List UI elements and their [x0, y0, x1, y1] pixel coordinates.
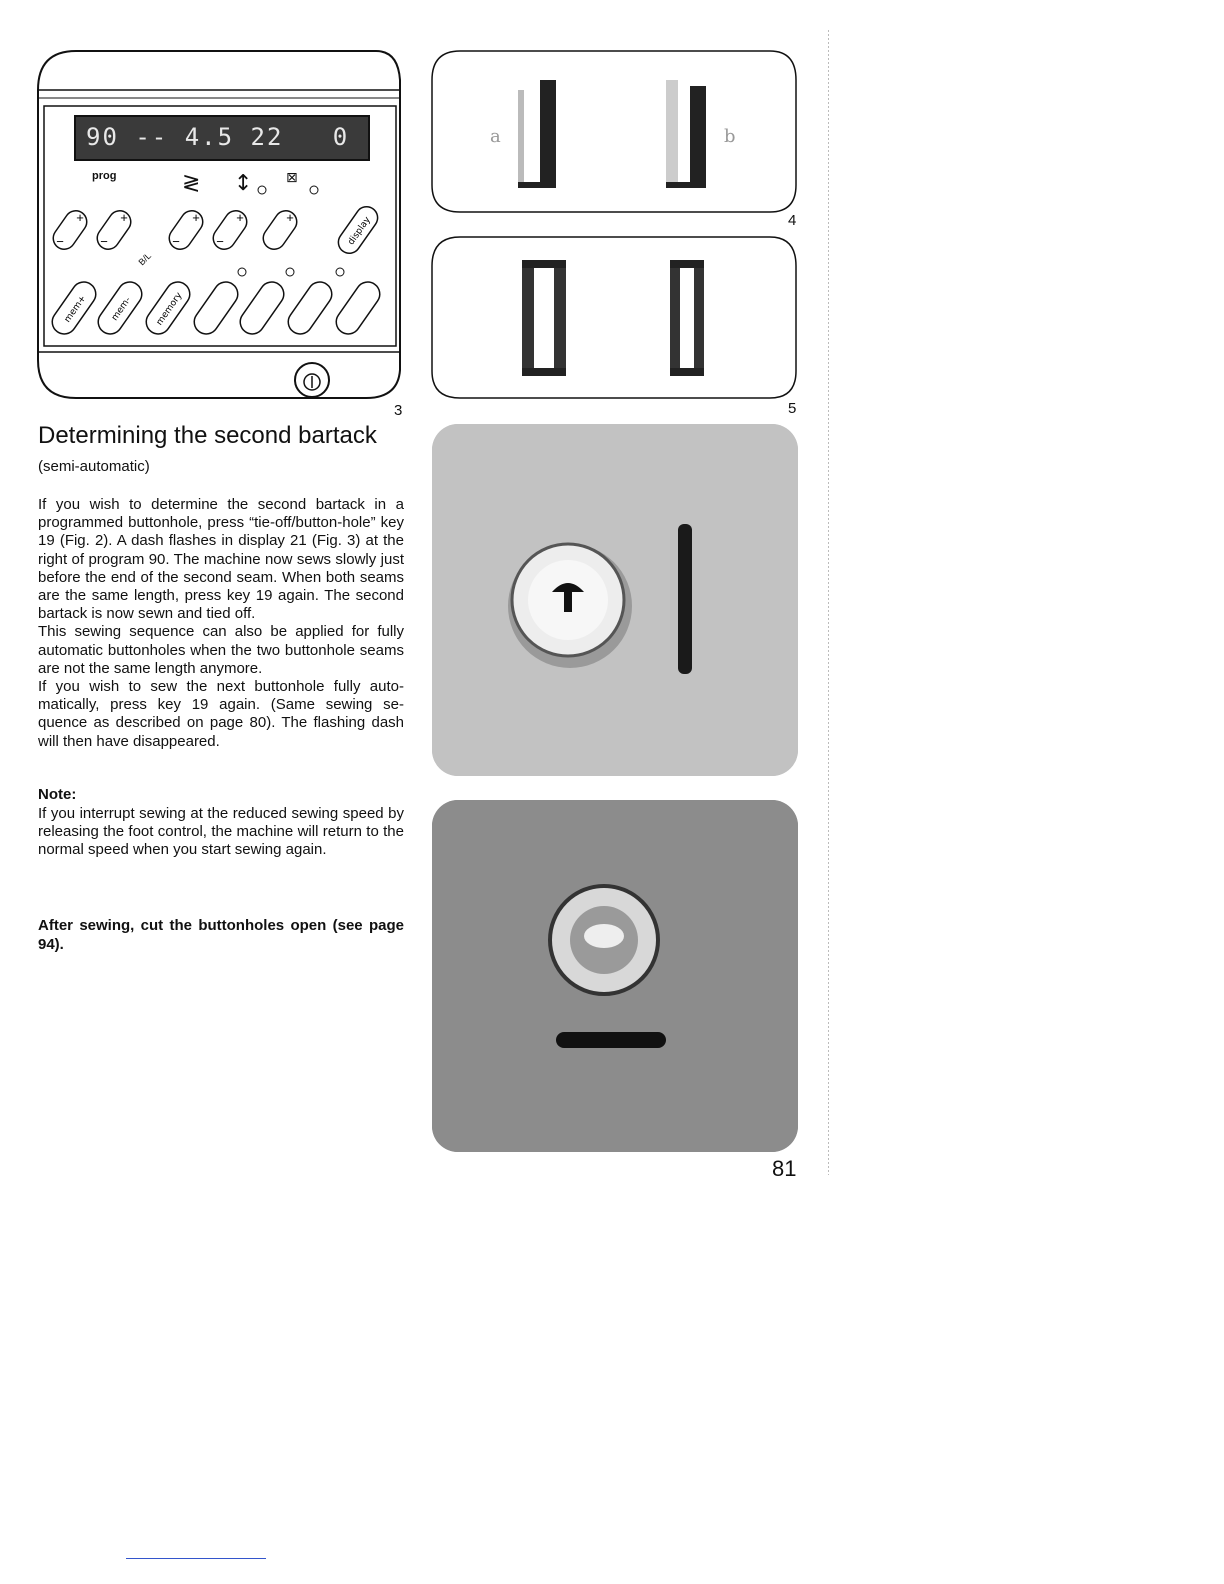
panel-key[interactable]: [142, 277, 195, 338]
panel-key-mark: +: [120, 210, 128, 225]
panel-key-mark: +: [192, 210, 200, 225]
body-text: [38, 496, 404, 751]
note-text: If you interrupt sewing at the reduced sewing speed by releasing the foot control, the machine will return to the normal speed when you start sewing again.: [38, 805, 404, 859]
panel-key-mark: +: [236, 210, 244, 225]
figure-5-frame: [430, 236, 800, 400]
prog-label: prog: [92, 170, 117, 182]
figure-3-control-panel: [36, 50, 404, 419]
svg-text:↕: ↕: [234, 171, 253, 196]
label-b: b: [724, 126, 736, 147]
figure-4-stitch-comparison: [430, 50, 800, 229]
svg-text:⊠: ⊠: [286, 170, 298, 186]
panel-key-mark: +: [286, 210, 294, 225]
paragraph: If you wish to determine the second bartack in a programmed buttonhole, press “tie-off/button-hole” key 19 (Fig. 2). A dash flashes in display 21 (Fig. 3) at the right of program 90. The machine now sews slowly just before the end of the second seam. When both seams are the same length, press key 19 again. The second bartack is now sewn and tied off.: [38, 496, 404, 623]
panel-key[interactable]: [259, 206, 301, 253]
panel-key[interactable]: [48, 277, 101, 338]
photo-2-image: [432, 800, 798, 1152]
panel-key-mark: −: [56, 234, 64, 249]
panel-key[interactable]: [236, 277, 289, 338]
photo-1-image: [432, 424, 798, 776]
panel-key-mark: −: [100, 234, 108, 249]
display-readout: 90 -- 4.5 22 0: [86, 123, 350, 151]
page-title: Determining the second bartack: [38, 422, 377, 449]
paragraph: This sewing sequence can also be applied for fully automatic buttonholes when the two buttonhole seams are not the same length anymore.: [38, 623, 404, 677]
panel-key[interactable]: [284, 277, 337, 338]
figure-4-frame: [430, 50, 800, 218]
panel-key-label: memory: [154, 290, 185, 328]
label-a: a: [490, 126, 501, 147]
figure-4-number: 4: [788, 212, 797, 229]
after-sewing-note: After sewing, cut the buttonholes open (see page 94).: [38, 917, 404, 953]
paragraph: If you wish to sew the next buttonhole fully auto-matically, press key 19 again. (Same sewing se-quence as described on page 80). The flashing dash will then have disappeared.: [38, 678, 404, 750]
panel-key-label: mem-: [109, 295, 134, 323]
note-heading: Note:: [38, 786, 77, 803]
figure-3-number: 3: [394, 402, 403, 419]
figure-5-buttonhole-seams: [430, 236, 800, 417]
panel-key[interactable]: [334, 202, 382, 257]
panel-key-label: display: [346, 215, 373, 248]
panel-key[interactable]: [332, 277, 385, 338]
photo-button-vertical-buttonhole: [432, 424, 798, 776]
panel-key-mark: −: [216, 234, 224, 249]
figure-5-number: 5: [788, 400, 797, 417]
page-number: 81: [772, 1156, 797, 1181]
svg-text:≷: ≷: [182, 171, 201, 196]
panel-key[interactable]: [94, 277, 147, 338]
lcd-display: [74, 115, 370, 161]
margin-rule: [828, 30, 829, 1175]
bl-label: B/L: [136, 250, 154, 268]
panel-key-label: mem+: [62, 293, 89, 325]
panel-key-mark: −: [172, 234, 180, 249]
control-panel-drawing: [36, 50, 404, 400]
photo-button-horizontal-buttonhole: [432, 800, 798, 1152]
panel-key-mark: +: [76, 210, 84, 225]
panel-key[interactable]: [190, 277, 243, 338]
bottom-rule: [126, 1558, 266, 1559]
subtitle: (semi-automatic): [38, 458, 150, 475]
